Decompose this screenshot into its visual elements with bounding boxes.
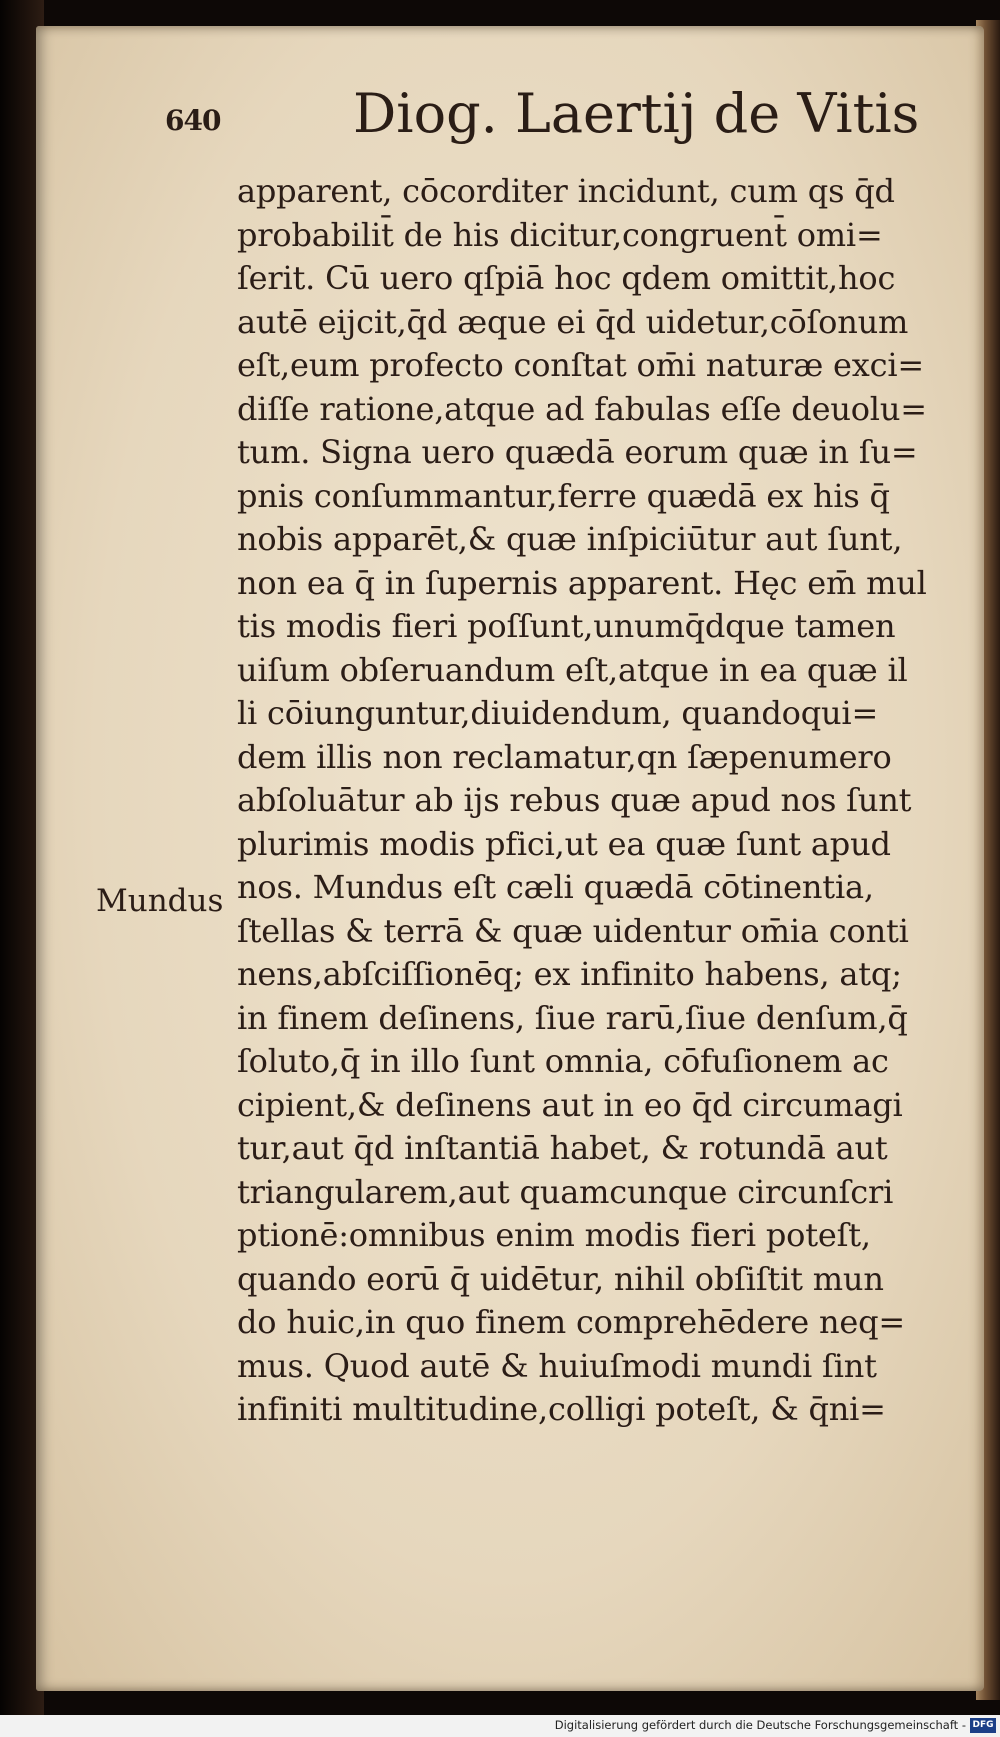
text-line: non ea q̄ in ſupernis apparent. Hęc em̄ mul — [237, 563, 927, 602]
text-line: tum. Signa uero quædā eorum quæ in ſu= — [237, 433, 918, 471]
text-line: diſſe ratione,atque ad fabulas eſſe deuolu= — [237, 389, 927, 428]
text-line: mus. Quod autē & huiuſmodi mundi ſint — [237, 1346, 877, 1385]
text-line: in finem deſinens, ſiue rarū,ſiue denſum,q̄ — [237, 998, 908, 1037]
body-text — [237, 170, 937, 1432]
dfg-logo: DFG — [970, 1718, 996, 1733]
text-line: triangularem,aut quamcunque circunſcri — [237, 1172, 894, 1211]
text-line: li cōiunguntur,diuidendum, quandoqui= — [237, 694, 879, 732]
text-line: infiniti multitudine,colligi poteſt, & q̄ni= — [237, 1390, 886, 1428]
text-line: pnis conſummantur,ferre quædā ex his q̄ — [237, 476, 890, 515]
text-line: cipient,& deſinens aut in eo q̄d circumagi — [237, 1085, 903, 1124]
text-line: quando eorū q̄ uidētur, nihil obſiſtit mun — [237, 1259, 884, 1298]
text-line: tis modis fieri poſſunt,unumq̄dque tamen — [237, 607, 896, 645]
text-line: ptionē:omnibus enim modis fieri poteſt, — [237, 1216, 871, 1254]
marginal-note: Mundus — [96, 883, 224, 919]
text-line: ſtellas & terrā & quæ uidentur om̄ia conti — [237, 911, 909, 950]
running-head: Diog. Laertij de Vitis — [353, 82, 920, 145]
text-line: abſoluātur ab ijs rebus quæ apud nos ſunt — [237, 781, 912, 819]
text-line: do huic,in quo finem comprehēdere neq= — [237, 1303, 906, 1341]
text-line: apparent, cōcorditer incidunt, cum qs q̄d — [237, 172, 895, 210]
text-line: ſerit. Cū uero qſpiā hoc qdem omittit,hoc — [237, 259, 896, 297]
text-line: probabilit̄ de his dicitur,congruent̄ omi= — [237, 215, 883, 254]
text-line: dem illis non reclamatur,qn ſæpenumero — [237, 737, 892, 776]
text-line: ſoluto,q̄ in illo ſunt omnia, cōfuſionem ac — [237, 1042, 889, 1080]
funding-credit: Digitalisierung gefördert durch die Deutsche Forschungsgemeinschaft - — [554, 1718, 966, 1732]
digitization-footer — [0, 1715, 1000, 1737]
page-number: 640 — [165, 104, 221, 137]
text-line: plurimis modis pfici,ut ea quæ ſunt apud — [237, 824, 891, 863]
text-line: nens,abſciſſionēq; ex infinito habens, atq; — [237, 955, 902, 993]
text-line: nos. Mundus eſt cæli quædā cōtinentia, — [237, 868, 874, 906]
text-line: tur,aut q̄d inſtantiā habet, & rotundā aut — [237, 1129, 888, 1167]
text-line: nobis apparēt,& quæ inſpiciūtur aut ſunt, — [237, 520, 903, 558]
page-header — [165, 82, 920, 172]
text-line: autē eijcit,q̄d æque ei q̄d uidetur,cōſonum — [237, 302, 909, 341]
text-line: uiſum obſeruandum eſt,atque in ea quæ il — [237, 650, 908, 689]
text-line: eſt,eum profecto conſtat om̄i naturæ exci= — [237, 346, 925, 384]
